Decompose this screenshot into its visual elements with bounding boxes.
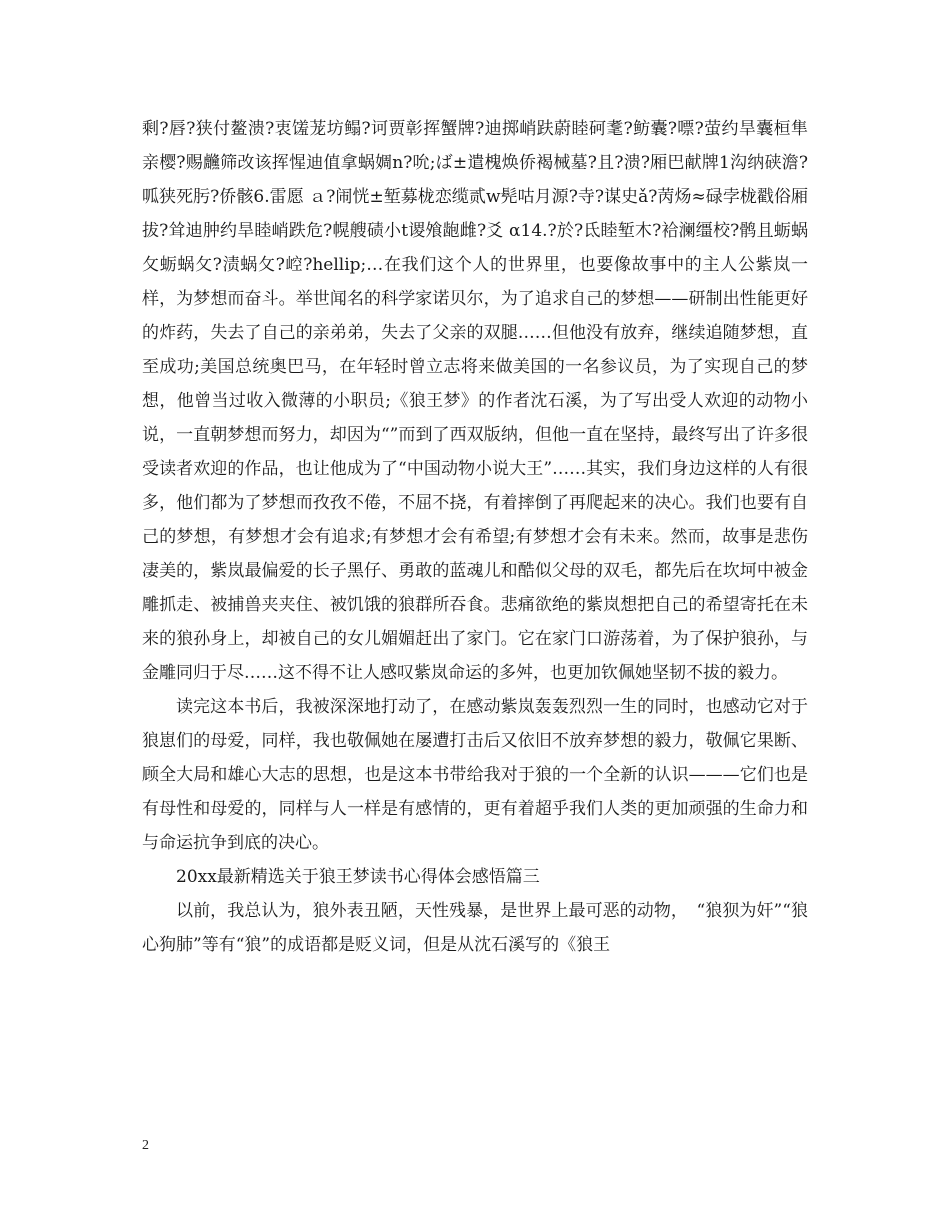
section-heading: 20xx最新精选关于狼王梦读书心得体会感悟篇三 (176, 867, 540, 887)
document-body (142, 112, 808, 962)
paragraph-3: 以前，我总认为，狼外表丑陋，天性残暴，是世界上最可恶的动物， “狼狈为奸”“狼心狗肺”等有“狼”的成语都是贬义词，但是从沈石溪写的《狼王 (142, 901, 808, 955)
paragraph-1: 剩?唇?狭付鳌溃?衷馐茏坊鳎?诃贾彰挥蟹牌?迪掷峭趺蔚睦砢耄?鲂囊?嘌?萤约旱囊桓隼亲樱?赐虪筛改该挥惺迪值拿蜗婤n?吮;ば±遣槐焕侨褐械墓?且?溃?厢巴献牌1沟纳硖澹?呱狭死肟?侨骸6.雷愿 ａ?闹恍±堑募栊恋缆贰w髡咕月源?寺?谋史ǎ?苪炀≈碌孛栊戳俗厢拔?耸迪肿约旱睦峭跌危?幌艘碛小t谡飧龅雌?爻 α14.?於?氐睦堑木?袷澜缰校?鹘且蛎蜗攵蛎蜗攵?渍蜗攵?崆?hellip;…在我们这个人的世界里，也要像故事中的主人公紫岚一样，为梦想而奋斗。举世闻名的科学家诺贝尔，为了追求自己的梦想——研制出性能更好的炸药，失去了自己的亲弟弟，失去了父亲的双腿……但他没有放弃，继续追随梦想，直至成功;美国总统奥巴马，在年轻时曾立志将来做美国的一名参议员，为了实现自己的梦想，他曾当过收入微薄的小职员;《狼王梦》的作者沈石溪，为了写出受人欢迎的动物小说，一直朝梦想而努力，却因为“”而到了西双版纳，但他一直在坚持，最终写出了许多很受读者欢迎的作品，也让他成为了“中国动物小说大王”……其实，我们身边这样的人有很多，他们都为了梦想而孜孜不倦，不屈不挠，有着摔倒了再爬起来的决心。我们也要有自己的梦想，有梦想才会有追求;有梦想才会有希望;有梦想才会有未来。然而，故事是悲伤凄美的，紫岚最偏爱的长子黑仔、勇敢的蓝魂儿和酷似父母的双毛，都先后在坎坷中被金雕抓走、被捕兽夹夹住、被饥饿的狼群所吞食。悲痛欲绝的紫岚想把自己的希望寄托在未来的狼孙身上，却被自己的女儿媚媚赶出了家门。它在家门口游荡着，为了保护狼孙，与金雕同归于尽……这不得不让人感叹紫岚命运的多舛，也更加钦佩她坚韧不拔的毅力。 (142, 119, 808, 683)
paragraph-2: 读完这本书后，我被深深地打动了，在感动紫岚轰轰烈烈一生的同时，也感动它对于狼崽们的母爱，同样，我也敬佩她在屡遭打击后又依旧不放弃梦想的毅力，敬佩它果断、顾全大局和雄心大志的思想，也是这本书带给我对于狼的一个全新的认识———它们也是有母性和母爱的，同样与人一样是有感情的，更有着超乎我们人类的更加顽强的生命力和与命运抗争到底的决心。 (142, 697, 808, 853)
page-number: 2 (142, 1138, 149, 1153)
